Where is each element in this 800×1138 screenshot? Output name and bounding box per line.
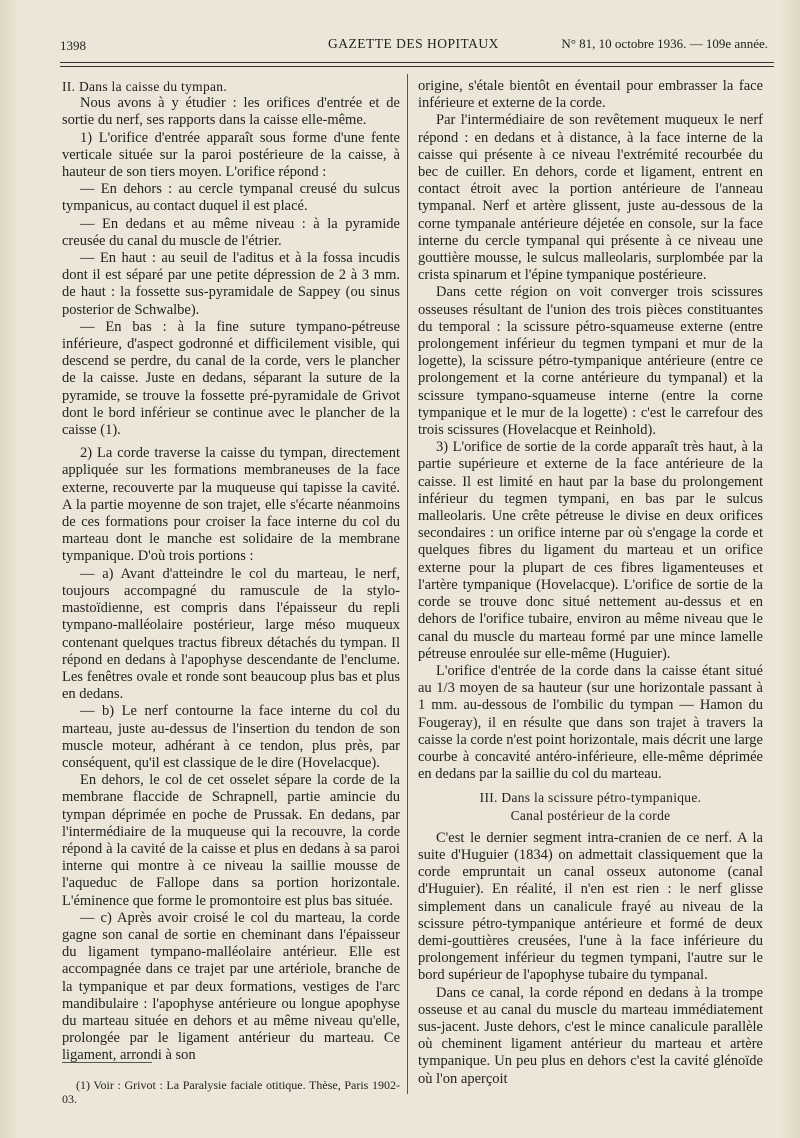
paragraph: — En dedans et au même niveau : à la pyramide creusée du canal du muscle de l'étrier. bbox=[62, 215, 400, 249]
paragraph: Nous avons à y étudier : les orifices d'entrée et de sortie du nerf, ses rapports dans la caisse elle-même. bbox=[62, 95, 400, 129]
paragraph: — a) Avant d'atteindre le col du marteau, le nerf, toujours accompagné du ramuscule de la stylo-mastoïdienne, est compris dans l'épaisseur du repli tympano-malléolaire postérieur, large méso muqueux contenant quelques tractus fibreux détachés du tympan. Il répond en dedans à l'apophyse descendante de l'enclume. Les fenêtres ovale et ronde sont beaucoup plus bas et plus en dedans. bbox=[62, 565, 400, 703]
paragraph: Par l'intermédiaire de son revêtement muqueux le nerf répond : en dedans et à distance, à la face interne de la caisse qui présente à ce niveau l'extrémité recourbée du bec de cuiller. En dehors, corde et ligament, entrent en contact étroit avec la portion antérieure de l'anneau tympanal. Nerf et artère glissent, juste au-dessous de la corne tympanale antérieure déjetée en console, sur la face interne du cercle tympanal qui présente à ce niveau une gouttière mousse, le sulcus malleolaris, surplombée par la crista spinarum et l'épine tympanique postérieure. bbox=[418, 112, 763, 284]
paragraph: — En haut : au seuil de l'aditus et à la fossa incudis dont il est séparé par une petite dépression de 2 à 3 mm. de haut : la fossette sus-pyramidale de Sappey (ou sinus posterior de Schwalbe). bbox=[62, 250, 400, 318]
left-column bbox=[62, 78, 400, 1065]
header-rule-top bbox=[60, 62, 774, 63]
paragraph: En dehors, le col de cet osselet sépare la corde de la membrane flaccide de Schrapnell, partie amincie du tympan déprimée en poche de Prussak. En dedans, par l'intermédiaire de la muqueuse qui la recouvre, la corde répond à la cavité de la caisse et plus en dedans à sa paroi interne qui montre à ce niveau la saillie mousse de l'aqueduc de Fallope dans sa portion horizontale. L'éminence que forme le promontoire est plus bas située. bbox=[62, 772, 400, 909]
right-column bbox=[418, 78, 763, 1088]
paragraph: L'orifice d'entrée de la corde dans la caisse étant situé au 1/3 moyen de sa hauteur (sur une horizontale passant à 1 mm. au-dessous de l'ombilic du tympan — Hamon du Fougeray), il en résulte que dans son trajet à travers la caisse la corde n'est point horizontale, mais décrit une large courbe à concavité antéro-inférieure, elle-même déprimée en dedans par la saillie du col du marteau. bbox=[418, 662, 763, 783]
column-divider bbox=[407, 74, 408, 1094]
running-header bbox=[60, 34, 770, 54]
paragraph: — b) Le nerf contourne la face interne du col du marteau, juste au-dessus de l'insertion du tendon de son muscle moteur, adhérant à ce tendon, plus près, par conséquent, qu'il est classique de le dire (Hovelacque). bbox=[62, 703, 400, 771]
paragraph: 1) L'orifice d'entrée apparaît sous forme d'une fente verticale située sur la paroi postérieure de la caisse, à hauteur de son tiers moyen. L'orifice répond : bbox=[62, 129, 400, 181]
header-rule-bottom bbox=[60, 66, 774, 67]
paragraph: Dans cette région on voit converger trois scissures osseuses résultant de l'union des trois pièces constituantes du temporal : la scissure pétro-squameuse externe (entre prolongement inférieur du tegmen tympani et mur de la logette), la scissure pétro-tympanique antérieure (entre ce prolongement et la corne antérieure du tympanal) et la scissure tympano-squameuse interne (entre la corne tympanique et le mur de la logette) : c'est le carrefour des trois scissures (Hovelacque et Reinhold). bbox=[418, 284, 763, 439]
journal-title: GAZETTE DES HOPITAUX bbox=[328, 36, 499, 51]
paragraph: 2) La corde traverse la caisse du tympan, directement appliquée sur les formations membraneuses de la face externe, recouverte par la muqueuse qui tapisse la cavité. A la partie moyenne de son trajet, elle s'écarte néanmoins de ces formations pour croiser la face interne du col du marteau dont le manche est solidaire de la membrane tympanique. D'où trois portions : bbox=[62, 445, 400, 565]
paragraph: C'est le dernier segment intra-cranien de ce nerf. A la suite d'Huguier (1834) on admettait classiquement que la corde empruntait un canal osseux autonome (canal d'Huguier). En réalité, il n'en est rien : le nerf glisse simplement dans un canalicule frayé au niveau de la scissure pétro-tympanique antérieure et formé de deux demi-gouttières creusées, l'une à la face inférieure du prolongement inférieur du tegmen tympani, l'autre sur le bord supérieur de l'apophyse tubaire du tympanal. bbox=[418, 829, 763, 984]
page-number: 1398 bbox=[60, 38, 86, 53]
paragraph: origine, s'étale bientôt en éventail pour embrasser la face inférieure et externe de la corde. bbox=[418, 78, 763, 112]
footnote-rule bbox=[62, 1062, 152, 1063]
paragraph: 3) L'orifice de sortie de la corde apparaît très haut, à la partie supérieure et externe de la face antérieure de la caisse. Il est limité en haut par la base du prolongement inférieur du tegmen tympani, en bas par le sulcus malleolaris. Une crête pétreuse le divise en deux orifices secondaires : un orifice interne par où s'engage la corde et quelques fibres du ligament du marteau et un orifice externe pour la plupart de ces fibres ligamenteuses et l'artère tympanique (Hovelacque). L'orifice de sortie de la corde se trouve donc situé nettement au-dessus et en dehors de l'orifice tubaire, environ au même niveau que le canal du muscle du marteau formé par une mince lamelle pétreuse enroulée sur elle-même (Huguier). bbox=[418, 439, 763, 662]
paragraph: — En bas : à la fine suture tympano-pétreuse inférieure, d'aspect godronné et difficilement visible, qui descend se perdre, du canal de la corde, vers le plancher de la caisse. Juste en dedans, séparant la suture de la pyramide, se trouve la fossette pré-pyramidale de Grivot dont le bord inférieur se continue avec le plancher de la caisse (1). bbox=[62, 318, 400, 439]
section-title-iii: III. Dans la scissure pétro-tympanique. bbox=[479, 790, 702, 806]
section-title-ii: II. Dans la caisse du tympan. bbox=[62, 79, 228, 94]
paragraph: — En dehors : au cercle tympanal creusé du sulcus tympanicus, au contact duquel il est placé. bbox=[62, 181, 400, 215]
section-subtitle-iii: Canal postérieur de la corde bbox=[510, 807, 671, 823]
paragraph: Dans ce canal, la corde répond en dedans à la trompe osseuse et au canal du muscle du marteau immédiatement sus-jacent. Juste dehors, c'est le mince canalicule parallèle où cheminent ligament antérieur du marteau et artère tympanique. Un peu plus en dehors c'est la cavité glénoïde où l'on aperçoit bbox=[418, 984, 763, 1087]
footnote: (1) Voir : Grivot : La Paralysie faciale otitique. Thèse, Paris 1902-03. bbox=[62, 1078, 400, 1106]
paragraph: — c) Après avoir croisé le col du marteau, la corde gagne son canal de sortie en cheminant dans l'épaisseur du ligament tympano-malléolaire antérieur. Elle est accompagnée dans ce trajet par une artériole, branche de la tympanique et par deux formations, vestiges de l'arc mandibulaire : l'apophyse antérieure ou longue apophyse du marteau située en dehors et au même niveau qu'elle, prolongée par le ligament antérieur du marteau. Ce ligament, arrondi à son bbox=[62, 909, 400, 1064]
issue-info: N° 81, 10 octobre 1936. — 109e année. bbox=[561, 36, 768, 51]
